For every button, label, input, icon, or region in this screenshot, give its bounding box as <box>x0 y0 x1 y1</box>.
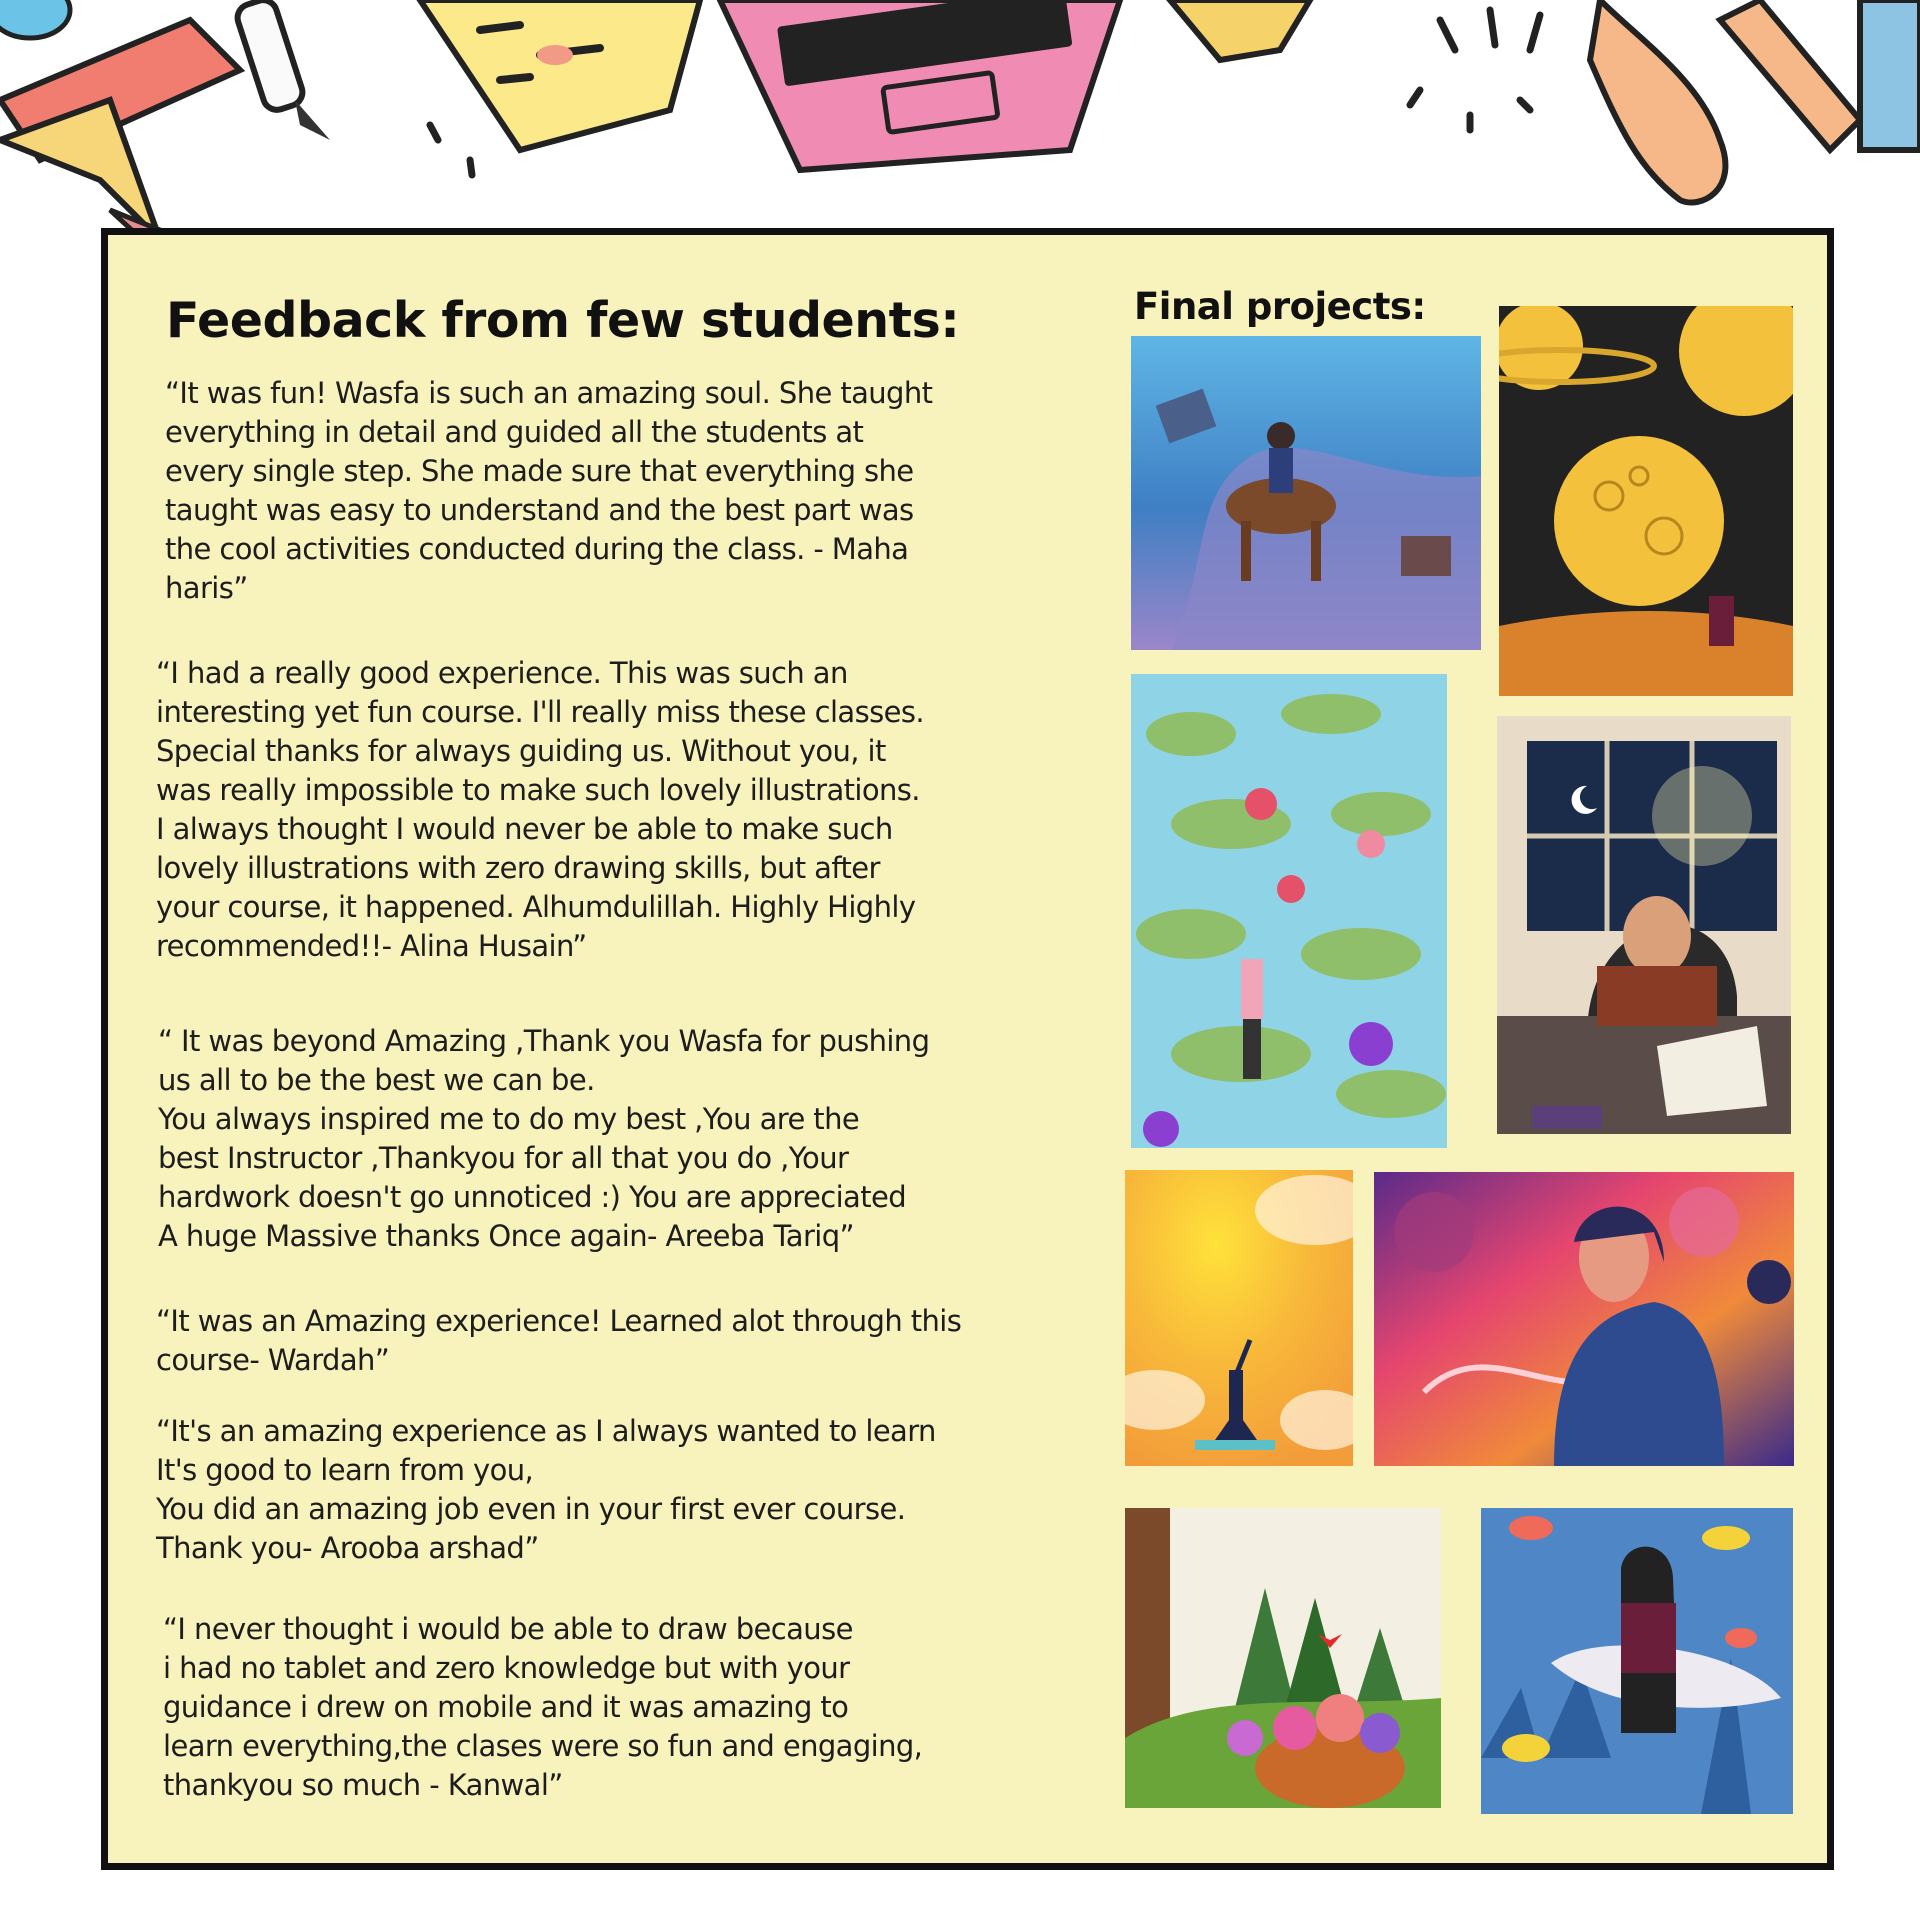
underwater-horse-rider-art <box>1131 336 1481 650</box>
lily-pond-art <box>1131 674 1447 1148</box>
feedback-quote-3: “ It was beyond Amazing ,Thank you Wasfa for pushing us all to be the best we can be. You always inspired me to do my best ,You are the best Instructor ,Thankyou for all that you do ,Your hardwork doesn't go unnoticed :) You are appreciated A huge Massive thanks Once again- Areeba Tariq” <box>158 1024 930 1253</box>
hand-icon <box>1590 0 1920 203</box>
feedback-quote-4: “It was an Amazing experience! Learned alot through this course- Wardah” <box>156 1304 962 1377</box>
feedback-quote-2: “I had a really good experience. This was such an interesting yet fun course. I'll really miss these classes. Special thanks for always guiding us. Without you, it was really impossible to make such lovely illustrations. I always thought I would never be able to make such lovely illustrations with zero drawing skills, but after your course, it happened. Alhumdulillah. Highly Highly recommended!!- Alina Husain” <box>156 656 924 963</box>
sun-yoga-art <box>1125 1170 1353 1466</box>
moons-and-planets-art <box>1499 306 1793 696</box>
feedback-quote-6: “I never thought i would be able to draw because i had no tablet and zero knowledge but with your guidance i drew on mobile and it was amazing to learn everything,the clases were so fun and engaging, thankyou so much - Kanwal” <box>163 1612 923 1802</box>
laptop-icon <box>720 0 1120 170</box>
sticky-note-icon <box>420 0 700 150</box>
feedback-quote-1: “It was fun! Wasfa is such an amazing soul. She taught everything in detail and guided all the students at every single step. She made sure that everything she taught was easy to understand and the best part was the cool activities conducted during the class. - Maha haris” <box>165 376 933 605</box>
final-projects-title: Final projects: <box>1134 285 1426 328</box>
feedback-heading: Feedback from few students: <box>166 292 960 349</box>
cosmic-swirl-portrait-art <box>1374 1172 1794 1466</box>
scissors-icon <box>1170 0 1310 60</box>
seashell-ocean-art <box>1481 1508 1793 1814</box>
flower-basket-forest-art <box>1125 1508 1441 1808</box>
blue-bottle-icon <box>0 0 70 38</box>
night-reading-desk-art <box>1497 716 1791 1134</box>
feedback-quote-5: “It's an amazing experience as I always wanted to learn It's good to learn from you, You did an amazing job even in your first ever course. Thank you- Arooba arshad” <box>156 1414 936 1565</box>
pen-icon <box>234 0 330 140</box>
